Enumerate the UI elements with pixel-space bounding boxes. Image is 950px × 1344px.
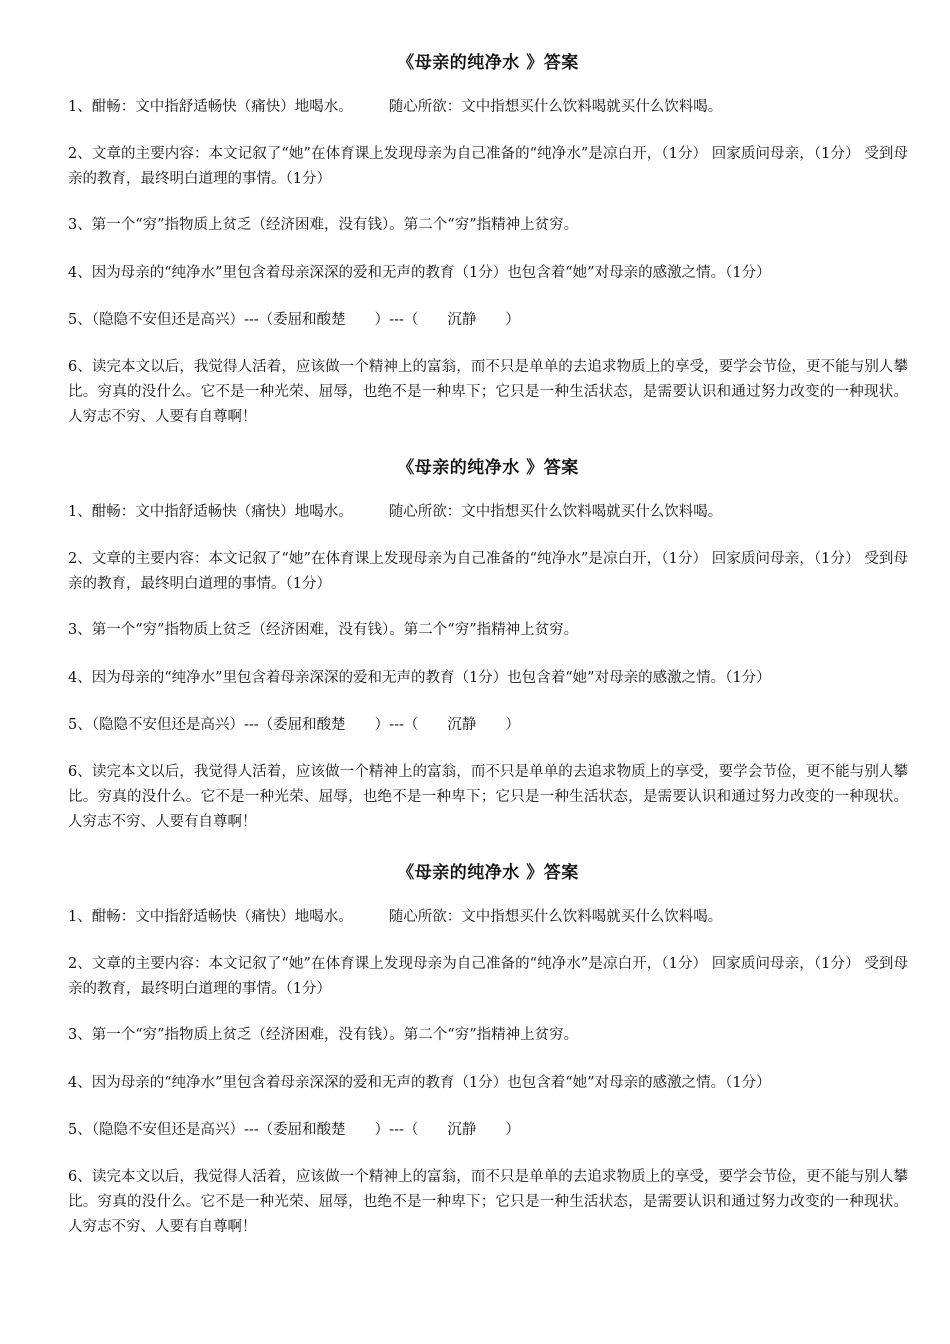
answer-3: 3、第一个“穷”指物质上贫乏（经济困难，没有钱）。第二个“穷”指精神上贫穷。 — [68, 1027, 579, 1043]
answer-3: 3、第一个“穷”指物质上贫乏（经济困难，没有钱）。第二个“穷”指精神上贫穷。 — [68, 217, 579, 233]
answer-2: 2、文章的主要内容：本文记叙了“她”在体育课上发现母亲为自己准备的“纯净水”是凉白开，（1分） 回家质问母亲，（1分） 受到母亲的教育，最终明白道理的事情。（1分） — [68, 956, 908, 997]
answer-5: 5、（隐隐不安但还是高兴）---（委屈和酸楚 ）---（ 沉静 ） — [68, 1122, 520, 1138]
section-title: 《母亲的纯净水 》答案 — [397, 458, 579, 478]
answer-6: 6、读完本文以后，我觉得人活着，应该做一个精神上的富翁，而不只是单单的去追求物质上的享受，要学会节俭，更不能与别人攀比。穷真的没什么。它不是一种光荣、屈辱，也绝不是一种卑下；它只是一种生活状态，是需要认识和通过努力改变的一种现状。人穷志不穷、人要有自尊啊！ — [68, 1169, 908, 1235]
answer-1-part-b: 随心所欲：文中指想买什么饮料喝就买什么饮料喝。 — [388, 99, 723, 115]
section-title: 《母亲的纯净水 》答案 — [397, 863, 579, 883]
answer-5: 5、（隐隐不安但还是高兴）---（委屈和酸楚 ）---（ 沉静 ） — [68, 312, 520, 328]
answer-1-part-a: 1、酣畅：文中指舒适畅快（痛快）地喝水。 — [68, 99, 353, 115]
answer-5: 5、（隐隐不安但还是高兴）---（委屈和酸楚 ）---（ 沉静 ） — [68, 717, 520, 733]
answer-4: 4、因为母亲的“纯净水”里包含着母亲深深的爱和无声的教育（1分）也包含着“她”对母亲的感激之情。（1分） — [68, 1075, 771, 1091]
answer-1 — [68, 95, 908, 120]
answer-4: 4、因为母亲的“纯净水”里包含着母亲深深的爱和无声的教育（1分）也包含着“她”对母亲的感激之情。（1分） — [68, 670, 771, 686]
answer-6: 6、读完本文以后，我觉得人活着，应该做一个精神上的富翁，而不只是单单的去追求物质上的享受，要学会节俭，更不能与别人攀比。穷真的没什么。它不是一种光荣、屈辱，也绝不是一种卑下；它只是一种生活状态，是需要认识和通过努力改变的一种现状。人穷志不穷、人要有自尊啊！ — [68, 764, 908, 830]
answer-3: 3、第一个“穷”指物质上贫乏（经济困难，没有钱）。第二个“穷”指精神上贫穷。 — [68, 622, 579, 638]
answer-2: 2、文章的主要内容：本文记叙了“她”在体育课上发现母亲为自己准备的“纯净水”是凉白开，（1分） 回家质问母亲，（1分） 受到母亲的教育，最终明白道理的事情。（1分） — [68, 146, 908, 187]
answer-1-part-a: 1、酣畅：文中指舒适畅快（痛快）地喝水。 — [68, 909, 353, 925]
answer-1-part-b: 随心所欲：文中指想买什么饮料喝就买什么饮料喝。 — [388, 909, 723, 925]
answer-4: 4、因为母亲的“纯净水”里包含着母亲深深的爱和无声的教育（1分）也包含着“她”对母亲的感激之情。（1分） — [68, 265, 771, 281]
section-title: 《母亲的纯净水 》答案 — [397, 53, 579, 73]
answer-1-part-a: 1、酣畅：文中指舒适畅快（痛快）地喝水。 — [68, 504, 353, 520]
answer-2: 2、文章的主要内容：本文记叙了“她”在体育课上发现母亲为自己准备的“纯净水”是凉白开，（1分） 回家质问母亲，（1分） 受到母亲的教育，最终明白道理的事情。（1分） — [68, 551, 908, 592]
answer-1-part-b: 随心所欲：文中指想买什么饮料喝就买什么饮料喝。 — [388, 504, 723, 520]
answer-6: 6、读完本文以后，我觉得人活着，应该做一个精神上的富翁，而不只是单单的去追求物质上的享受，要学会节俭，更不能与别人攀比。穷真的没什么。它不是一种光荣、屈辱，也绝不是一种卑下；它只是一种生活状态，是需要认识和通过努力改变的一种现状。人穷志不穷、人要有自尊啊！ — [68, 359, 908, 425]
answer-1 — [68, 500, 908, 525]
answer-1 — [68, 905, 908, 930]
